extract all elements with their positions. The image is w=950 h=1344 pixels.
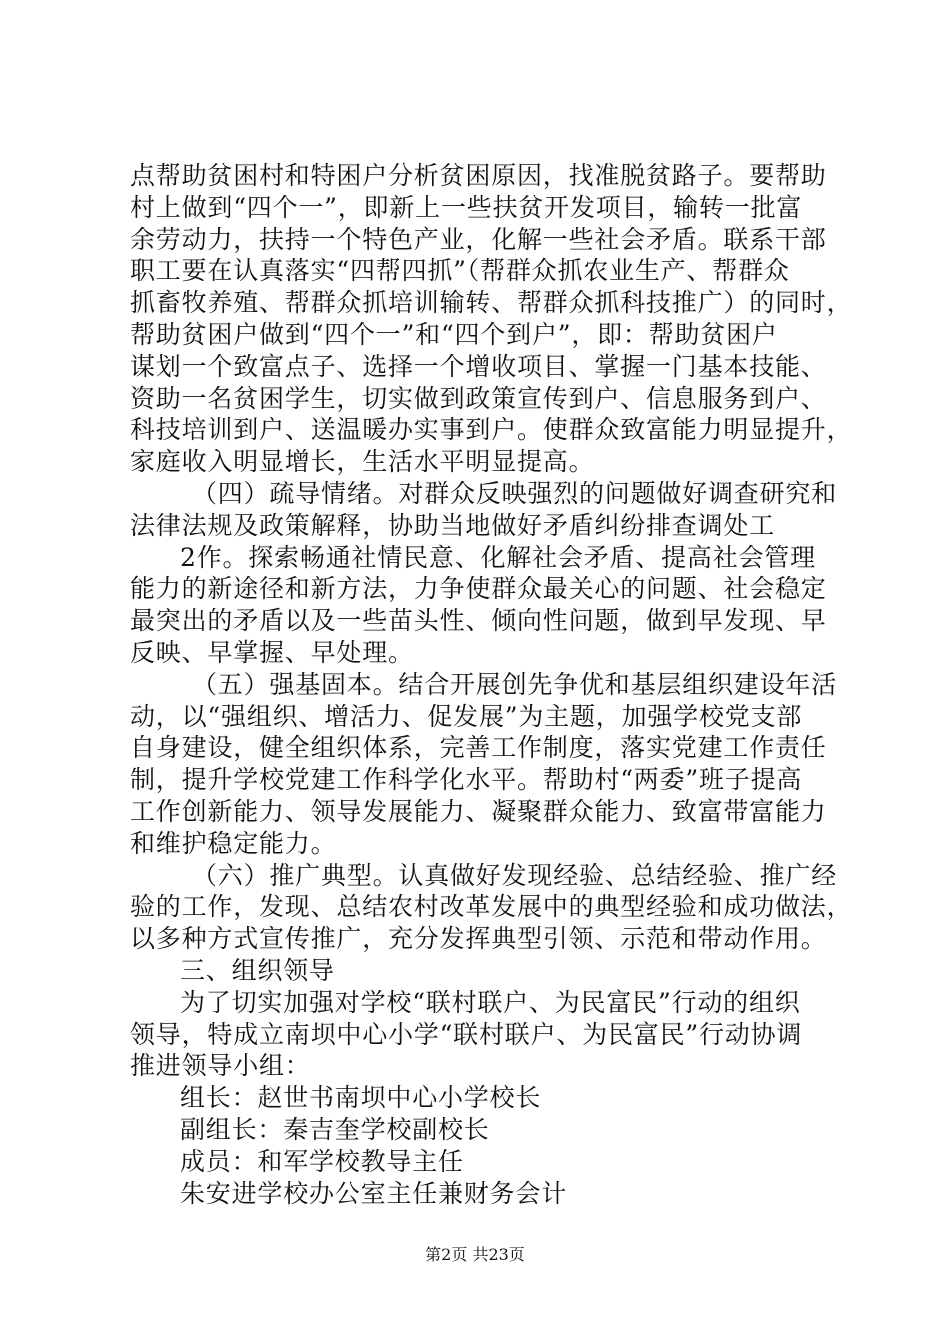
text-line: 和维护稳定能力。 [130,828,337,858]
text-line: 资助一名贫困学生，切实做到政策宣传到户、信息服务到户、 [130,383,827,413]
section-six-heading-line: （六）推广典型。认真做好发现经验、总结经验、推广经 [192,860,838,890]
text-line: 法律法规及政策解释，协助当地做好矛盾纠纷排查调处工 [130,510,776,540]
page-number-footer: 第2页 共23页 [425,1245,525,1264]
section-four-heading-line: （四）疏导情绪。对群众反映强烈的问题做好调查研究和 [192,478,838,508]
member-line: 成员：和军学校教导主任 [180,1146,464,1176]
text-line: 最突出的矛盾以及一些苗头性、倾向性问题，做到早发现、早 [130,606,827,636]
text-line: 科技培训到户、送温暖办实事到户。使群众致富能力明显提升， [130,415,853,445]
text-line: 家庭收入明显增长，生活水平明显提高。 [130,447,595,477]
leader-line: 组长：赵世书南坝中心小学校长 [180,1083,542,1113]
document-body [130,160,853,1209]
member-line: 朱安进学校办公室主任兼财务会计 [180,1178,568,1208]
text-line: 村上做到“四个一”，即新上一些扶贫开发项目，输转一批富 [130,192,803,222]
text-line: 2作。探索畅通社情民意、化解社会矛盾、提高社会管理 [180,542,816,572]
text-line: 谋划一个致富点子、选择一个增收项目、掌握一门基本技能、 [130,351,827,381]
text-line: 制，提升学校党建工作科学化水平。帮助村“两委”班子提高 [130,765,803,795]
text-line: 帮助贫困户做到“四个一”和“四个到户”，即：帮助贫困户 [130,319,778,349]
text-line: 领导，特成立南坝中心小学“联村联户、为民富民”行动协调 [130,1019,803,1049]
text-line: 抓畜牧养殖、帮群众抓培训输转、帮群众抓科技推广）的同时， [130,288,853,318]
text-line: 以多种方式宣传推广，充分发挥典型引领、示范和带动作用。 [130,924,827,954]
deputy-leader-line: 副组长：秦吉奎学校副校长 [180,1114,490,1144]
text-line: 验的工作，发现、总结农村改革发展中的典型经验和成功做法， [130,892,853,922]
text-line: 工作创新能力、领导发展能力、凝聚群众能力、致富带富能力 [130,796,827,826]
text-line: 余劳动力，扶持一个特色产业，化解一些社会矛盾。联系干部 [130,224,827,254]
section-five-heading-line: （五）强基固本。结合开展创先争优和基层组织建设年活 [192,669,838,699]
text-line: 能力的新途径和新方法，力争使群众最关心的问题、社会稳定 [130,574,827,604]
text-line: 自身建设，健全组织体系，完善工作制度，落实党建工作责任 [130,733,827,763]
text-line: 动，以“强组织、增活力、促发展”为主题，加强学校党支部 [130,701,803,731]
text-line: 职工要在认真落实“四帮四抓”（帮群众抓农业生产、帮群众 [130,256,790,286]
text-line: 为了切实加强对学校“联村联户、为民富民”行动的组织 [180,987,801,1017]
text-line: 点帮助贫困村和特困户分析贫困原因，找准脱贫路子。要帮助 [130,161,827,190]
section-three-heading: 三、组织领导 [180,955,335,985]
text-line: 反映、早掌握、早处理。 [130,637,414,667]
text-line: 推进领导小组： [130,1051,311,1081]
